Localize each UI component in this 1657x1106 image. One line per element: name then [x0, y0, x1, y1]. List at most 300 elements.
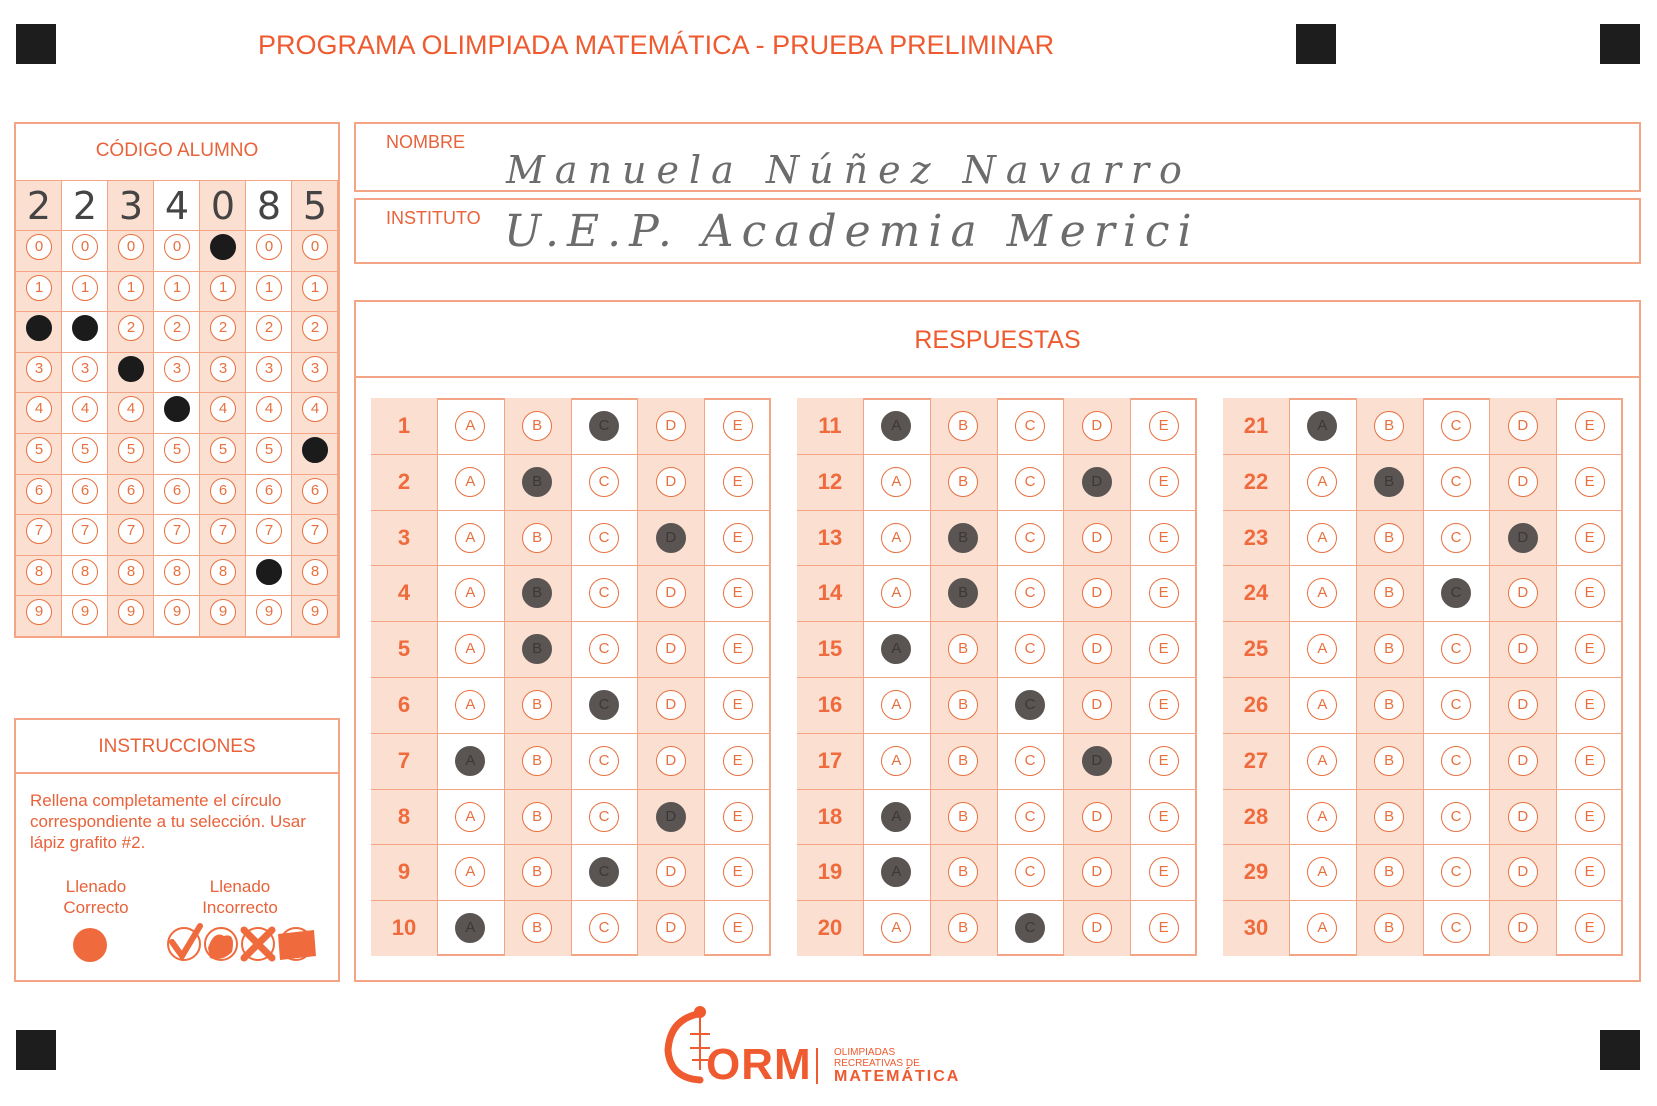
answer-bubble[interactable]: C	[1015, 634, 1045, 664]
answer-bubble[interactable]: D	[1082, 746, 1112, 776]
answer-bubble[interactable]: A	[455, 523, 485, 553]
answer-bubble[interactable]: C	[1441, 913, 1471, 943]
answer-bubble[interactable]: B	[948, 913, 978, 943]
answer-bubble[interactable]: B	[522, 411, 552, 441]
question-number: 17	[817, 747, 843, 773]
codigo-row-line	[16, 433, 338, 434]
codigo-bubble[interactable]: 9	[26, 599, 52, 625]
codigo-bubble[interactable]: 4	[26, 396, 52, 422]
codigo-bubble[interactable]: 1	[118, 275, 144, 301]
codigo-bubble[interactable]: 4	[210, 396, 236, 422]
codigo-bubble[interactable]: 3	[72, 356, 98, 382]
answer-bubble[interactable]: E	[1149, 913, 1179, 943]
codigo-bubble[interactable]: 3	[164, 356, 190, 382]
answer-bubble[interactable]: E	[723, 802, 753, 832]
answer-bubble[interactable]: B	[1374, 523, 1404, 553]
codigo-bubble[interactable]: 5	[118, 437, 144, 463]
codigo-alumno-header: CÓDIGO ALUMNO	[95, 140, 259, 161]
answer-bubble[interactable]: D	[1508, 467, 1538, 497]
answer-bubble[interactable]: E	[723, 411, 753, 441]
answer-bubble[interactable]: E	[1149, 690, 1179, 720]
page-title: PROGRAMA OLIMPIADA MATEMÁTICA - PRUEBA PRELIMINAR	[258, 30, 1055, 60]
codigo-digit: 2	[72, 184, 98, 228]
answer-row-line	[797, 510, 1197, 511]
codigo-bubble[interactable]: 4	[256, 396, 282, 422]
answer-bubble[interactable]: B	[1374, 802, 1404, 832]
question-number: 24	[1243, 580, 1269, 606]
answer-row-line	[1223, 621, 1623, 622]
answer-bubble[interactable]: B	[1374, 746, 1404, 776]
answer-bubble[interactable]: C	[589, 802, 619, 832]
question-number: 7	[397, 747, 411, 773]
codigo-bubble[interactable]: 0	[256, 234, 282, 260]
answer-bubble[interactable]: A	[1307, 802, 1337, 832]
codigo-digit: 4	[164, 184, 190, 228]
codigo-bubble[interactable]: 4	[164, 396, 190, 422]
answer-bubble[interactable]: D	[1508, 746, 1538, 776]
answer-bubble[interactable]: C	[1441, 634, 1471, 664]
instituto-label: INSTITUTO	[386, 208, 481, 228]
question-number: 10	[391, 915, 417, 941]
answer-bubble[interactable]: C	[1015, 467, 1045, 497]
answer-bubble[interactable]: B	[948, 690, 978, 720]
incorrect-fill-label: Llenado Incorrecto	[202, 877, 278, 917]
answer-bubble[interactable]: A	[455, 913, 485, 943]
answer-row-line	[797, 621, 1197, 622]
logo-acronym: ORM	[706, 1040, 812, 1089]
answer-bubble[interactable]: E	[1149, 411, 1179, 441]
answer-bubble[interactable]: D	[1082, 523, 1112, 553]
answer-bubble[interactable]: A	[455, 411, 485, 441]
answer-row-line	[371, 454, 771, 455]
codigo-bubble[interactable]: 8	[256, 559, 282, 585]
answer-bubble[interactable]: C	[589, 411, 619, 441]
answer-bubble[interactable]: A	[1307, 746, 1337, 776]
codigo-bubble[interactable]: 8	[118, 559, 144, 585]
codigo-bubble[interactable]: 9	[164, 599, 190, 625]
answer-bubble[interactable]: E	[723, 746, 753, 776]
answer-bubble[interactable]: A	[1307, 411, 1337, 441]
answer-bubble[interactable]: C	[589, 857, 619, 887]
answer-bubble[interactable]: C	[589, 467, 619, 497]
codigo-bubble[interactable]: 7	[164, 518, 190, 544]
answer-bubble[interactable]: B	[522, 467, 552, 497]
answer-row-line	[371, 733, 771, 734]
codigo-bubble[interactable]: 5	[302, 437, 328, 463]
codigo-bubble[interactable]: 0	[210, 234, 236, 260]
answer-bubble[interactable]: B	[1374, 634, 1404, 664]
answer-bubble[interactable]: D	[1082, 913, 1112, 943]
question-number: 4	[397, 580, 411, 606]
answer-bubble[interactable]: C	[1015, 913, 1045, 943]
answer-bubble[interactable]: A	[881, 523, 911, 553]
codigo-bubble[interactable]: 8	[164, 559, 190, 585]
instrucciones-header: INSTRUCCIONES	[98, 736, 256, 757]
codigo-bubble[interactable]: 5	[256, 437, 282, 463]
answer-row-line	[797, 565, 1197, 566]
instrucciones-text: Rellena completamente el círculo correspondiente a tu selección. Usar lápiz grafito #2.	[30, 791, 306, 852]
answer-bubble[interactable]: E	[1149, 578, 1179, 608]
answer-bubble[interactable]: E	[1575, 634, 1605, 664]
question-number: 20	[817, 915, 843, 941]
codigo-bubble[interactable]: 8	[302, 559, 328, 585]
codigo-bubble[interactable]: 3	[302, 356, 328, 382]
registration-mark-bottom-right	[1600, 1030, 1640, 1070]
answer-bubble[interactable]: B	[948, 802, 978, 832]
answer-bubble[interactable]: D	[1082, 634, 1112, 664]
answer-bubble[interactable]: C	[589, 578, 619, 608]
answer-bubble[interactable]: B	[522, 913, 552, 943]
answer-bubble[interactable]: B	[522, 802, 552, 832]
codigo-bubble[interactable]: 6	[164, 478, 190, 504]
answer-bubble[interactable]: D	[1508, 634, 1538, 664]
answer-row-line	[371, 677, 771, 678]
answer-bubble[interactable]: C	[1015, 523, 1045, 553]
logo-line2: RECREATIVAS DE	[834, 1058, 920, 1069]
answer-bubble[interactable]: A	[881, 802, 911, 832]
codigo-bubble[interactable]: 5	[26, 437, 52, 463]
codigo-row-line	[16, 595, 338, 596]
answer-bubble[interactable]: A	[1307, 634, 1337, 664]
answer-bubble[interactable]: E	[723, 913, 753, 943]
codigo-bubble[interactable]: 7	[302, 518, 328, 544]
answer-bubble[interactable]: C	[1015, 411, 1045, 441]
registration-mark-top-middle	[1296, 24, 1336, 64]
answer-bubble[interactable]: A	[881, 578, 911, 608]
logo-separator	[816, 1048, 818, 1084]
codigo-bubble[interactable]: 2	[26, 315, 52, 341]
codigo-bubble[interactable]: 4	[72, 396, 98, 422]
answer-bubble[interactable]: E	[723, 467, 753, 497]
answer-bubble[interactable]: D	[656, 467, 686, 497]
codigo-bubble[interactable]: 0	[302, 234, 328, 260]
answer-bubble[interactable]: A	[881, 913, 911, 943]
codigo-bubble[interactable]: 2	[210, 315, 236, 341]
codigo-bubble[interactable]: 6	[26, 478, 52, 504]
answer-bubble[interactable]: D	[1508, 411, 1538, 441]
answer-bubble[interactable]: B	[1374, 913, 1404, 943]
codigo-bubble[interactable]: 0	[164, 234, 190, 260]
codigo-bubble[interactable]: 1	[256, 275, 282, 301]
question-number: 22	[1243, 468, 1269, 494]
question-number: 12	[817, 468, 843, 494]
codigo-row-line	[16, 474, 338, 475]
answer-bubble[interactable]: A	[1307, 857, 1337, 887]
answer-bubble[interactable]: D	[1082, 411, 1112, 441]
answer-bubble[interactable]: E	[723, 634, 753, 664]
codigo-digit: 8	[256, 184, 282, 228]
answer-bubble[interactable]: C	[1441, 523, 1471, 553]
answer-bubble[interactable]: A	[455, 690, 485, 720]
answer-bubble[interactable]: A	[881, 467, 911, 497]
codigo-bubble[interactable]: 4	[302, 396, 328, 422]
question-number: 30	[1243, 915, 1269, 941]
codigo-bubble[interactable]: 9	[256, 599, 282, 625]
answer-bubble[interactable]: A	[881, 634, 911, 664]
answer-bubble[interactable]: A	[455, 802, 485, 832]
codigo-bubble[interactable]: 3	[210, 356, 236, 382]
answer-bubble[interactable]: C	[1441, 690, 1471, 720]
codigo-bubble[interactable]: 7	[72, 518, 98, 544]
answer-bubble[interactable]: C	[589, 690, 619, 720]
codigo-row-line	[16, 392, 338, 393]
answer-bubble[interactable]: A	[881, 746, 911, 776]
codigo-row-line	[16, 636, 338, 637]
codigo-bubble[interactable]: 1	[210, 275, 236, 301]
answer-bubble[interactable]: B	[522, 690, 552, 720]
answer-bubble[interactable]: E	[1149, 802, 1179, 832]
answer-bubble[interactable]: C	[1441, 467, 1471, 497]
codigo-row-line	[16, 230, 338, 231]
answer-bubble[interactable]: D	[1508, 578, 1538, 608]
codigo-bubble[interactable]: 6	[256, 478, 282, 504]
codigo-digit: 0	[210, 184, 236, 228]
respuestas-divider	[356, 376, 1639, 378]
answer-row-line	[371, 844, 771, 845]
question-number: 25	[1243, 636, 1269, 662]
answer-bubble[interactable]: D	[656, 857, 686, 887]
answer-row-line	[797, 900, 1197, 901]
answer-bubble[interactable]: E	[1149, 857, 1179, 887]
codigo-bubble[interactable]: 5	[164, 437, 190, 463]
answer-row-line	[797, 789, 1197, 790]
answer-bubble[interactable]: E	[1149, 523, 1179, 553]
question-number: 14	[817, 580, 843, 606]
answer-bubble[interactable]: C	[1441, 746, 1471, 776]
answer-bubble[interactable]: A	[455, 634, 485, 664]
codigo-bubble[interactable]: 1	[302, 275, 328, 301]
answer-bubble[interactable]: E	[1575, 802, 1605, 832]
answer-bubble[interactable]: B	[948, 523, 978, 553]
answer-bubble[interactable]: E	[1575, 578, 1605, 608]
codigo-bubble[interactable]: 9	[210, 599, 236, 625]
answer-bubble[interactable]: C	[1015, 578, 1045, 608]
codigo-row-line	[16, 352, 338, 353]
answer-bubble[interactable]: B	[948, 634, 978, 664]
answer-bubble[interactable]: A	[1307, 913, 1337, 943]
answer-row-line	[371, 565, 771, 566]
codigo-bubble[interactable]: 7	[256, 518, 282, 544]
codigo-bubble[interactable]: 2	[302, 315, 328, 341]
codigo-bubble[interactable]: 0	[72, 234, 98, 260]
codigo-bubble[interactable]: 1	[26, 275, 52, 301]
answer-bubble[interactable]: D	[656, 802, 686, 832]
question-number: 23	[1243, 524, 1269, 550]
answer-row-line	[797, 733, 1197, 734]
answer-bubble[interactable]: C	[589, 746, 619, 776]
answer-row-line	[1223, 789, 1623, 790]
codigo-bubble[interactable]: 0	[118, 234, 144, 260]
answer-bubble[interactable]: B	[1374, 857, 1404, 887]
answer-bubble[interactable]: C	[1441, 411, 1471, 441]
codigo-bubble[interactable]: 0	[26, 234, 52, 260]
instituto-value: U.E.P. Academia Merici	[504, 206, 1200, 257]
logo-line3: MATEMÁTICA	[834, 1068, 961, 1085]
codigo-bubble[interactable]: 8	[210, 559, 236, 585]
answer-row-line	[371, 789, 771, 790]
answer-bubble[interactable]: A	[881, 690, 911, 720]
answer-bubble[interactable]: D	[656, 411, 686, 441]
codigo-bubble[interactable]: 2	[72, 315, 98, 341]
answer-bubble[interactable]: E	[1575, 523, 1605, 553]
answer-bubble[interactable]: E	[723, 578, 753, 608]
codigo-bubble[interactable]: 2	[256, 315, 282, 341]
answer-bubble[interactable]: D	[1082, 802, 1112, 832]
codigo-row-line	[16, 180, 338, 181]
question-number: 9	[397, 859, 411, 885]
answer-row-line	[797, 677, 1197, 678]
answer-bubble[interactable]: E	[723, 857, 753, 887]
answer-bubble[interactable]: C	[589, 913, 619, 943]
answer-bubble[interactable]: C	[1015, 690, 1045, 720]
codigo-bubble[interactable]: 7	[118, 518, 144, 544]
codigo-digit: 5	[302, 184, 328, 228]
answer-bubble[interactable]: C	[1441, 578, 1471, 608]
answer-bubble[interactable]: E	[1149, 634, 1179, 664]
answer-row-line	[1223, 510, 1623, 511]
registration-mark-bottom-left	[16, 1030, 56, 1070]
answer-bubble[interactable]: E	[1149, 746, 1179, 776]
codigo-bubble[interactable]: 5	[210, 437, 236, 463]
codigo-bubble[interactable]: 6	[210, 478, 236, 504]
codigo-bubble[interactable]: 6	[302, 478, 328, 504]
answer-row-line	[1223, 677, 1623, 678]
question-number: 2	[397, 468, 411, 494]
answer-bubble[interactable]: C	[589, 634, 619, 664]
codigo-bubble[interactable]: 8	[72, 559, 98, 585]
codigo-bubble[interactable]: 2	[118, 315, 144, 341]
answer-bubble[interactable]: E	[1575, 857, 1605, 887]
registration-mark-top-right	[1600, 24, 1640, 64]
answer-bubble[interactable]: C	[1015, 802, 1045, 832]
answer-bubble[interactable]: C	[1441, 857, 1471, 887]
respuestas-header: RESPUESTAS	[914, 326, 1081, 354]
answer-bubble[interactable]: D	[656, 523, 686, 553]
answer-bubble[interactable]: D	[1508, 857, 1538, 887]
answer-bubble[interactable]: D	[1508, 690, 1538, 720]
codigo-bubble[interactable]: 2	[164, 315, 190, 341]
codigo-bubble[interactable]: 9	[302, 599, 328, 625]
answer-bubble[interactable]: E	[1149, 467, 1179, 497]
answer-bubble[interactable]: E	[1575, 411, 1605, 441]
answer-bubble[interactable]: B	[948, 411, 978, 441]
codigo-row-line	[16, 271, 338, 272]
answer-bubble[interactable]: D	[656, 634, 686, 664]
codigo-bubble[interactable]: 3	[118, 356, 144, 382]
answer-bubble[interactable]: D	[1082, 857, 1112, 887]
answer-bubble[interactable]: C	[1015, 857, 1045, 887]
question-number: 5	[397, 636, 411, 662]
codigo-digit: 3	[118, 184, 144, 228]
logo-line1: OLIMPIADAS	[834, 1047, 896, 1058]
question-number: 8	[397, 803, 411, 829]
answer-bubble[interactable]: B	[948, 578, 978, 608]
codigo-bubble[interactable]: 7	[210, 518, 236, 544]
answer-bubble[interactable]: A	[455, 578, 485, 608]
answer-bubble[interactable]: B	[948, 746, 978, 776]
answer-bubble[interactable]: B	[522, 523, 552, 553]
answer-bubble[interactable]: A	[1307, 690, 1337, 720]
answer-bubble[interactable]: A	[881, 857, 911, 887]
answer-bubble[interactable]: D	[656, 578, 686, 608]
question-number: 29	[1243, 859, 1269, 885]
answer-bubble[interactable]: A	[455, 857, 485, 887]
codigo-bubble[interactable]: 8	[26, 559, 52, 585]
instituto-box	[354, 198, 1641, 264]
codigo-bubble[interactable]: 9	[72, 599, 98, 625]
answer-bubble[interactable]: C	[1441, 802, 1471, 832]
codigo-bubble[interactable]: 7	[26, 518, 52, 544]
answer-bubble[interactable]: D	[1508, 523, 1538, 553]
answer-bubble[interactable]: E	[1575, 913, 1605, 943]
answer-bubble[interactable]: B	[522, 634, 552, 664]
answer-bubble[interactable]: B	[1374, 690, 1404, 720]
codigo-bubble[interactable]: 5	[72, 437, 98, 463]
answer-bubble[interactable]: D	[656, 913, 686, 943]
answer-bubble[interactable]: B	[948, 467, 978, 497]
codigo-bubble[interactable]: 9	[118, 599, 144, 625]
correct-fill-example-icon	[73, 928, 107, 962]
answer-bubble[interactable]: B	[1374, 578, 1404, 608]
codigo-bubble[interactable]: 1	[164, 275, 190, 301]
codigo-row-line	[16, 514, 338, 515]
answer-bubble[interactable]: E	[723, 523, 753, 553]
codigo-bubble[interactable]: 4	[118, 396, 144, 422]
answer-bubble[interactable]: B	[1374, 467, 1404, 497]
question-number: 13	[817, 524, 843, 550]
answer-bubble[interactable]: D	[1082, 467, 1112, 497]
answer-bubble[interactable]: B	[948, 857, 978, 887]
answer-bubble[interactable]: B	[522, 857, 552, 887]
answer-bubble[interactable]: B	[1374, 411, 1404, 441]
answer-row-line	[371, 510, 771, 511]
answer-row-line	[1223, 900, 1623, 901]
answer-bubble[interactable]: D	[1508, 913, 1538, 943]
answer-bubble[interactable]: D	[656, 690, 686, 720]
answer-bubble[interactable]: E	[1575, 467, 1605, 497]
answer-bubble[interactable]: A	[455, 467, 485, 497]
question-number: 21	[1243, 413, 1269, 438]
answer-bubble[interactable]: E	[723, 690, 753, 720]
answer-bubble[interactable]: B	[522, 746, 552, 776]
answer-bubble[interactable]: D	[1082, 690, 1112, 720]
answer-bubble[interactable]: E	[1575, 746, 1605, 776]
answer-bubble[interactable]: A	[881, 411, 911, 441]
answer-bubble[interactable]: D	[1508, 802, 1538, 832]
answer-bubble[interactable]: C	[589, 523, 619, 553]
answer-bubble[interactable]: B	[522, 578, 552, 608]
answer-bubble[interactable]: A	[455, 746, 485, 776]
answer-row-line	[1223, 844, 1623, 845]
answer-row-line	[371, 900, 771, 901]
registration-mark-top-left	[16, 24, 56, 64]
codigo-bubble[interactable]: 6	[72, 478, 98, 504]
answer-bubble[interactable]: D	[656, 746, 686, 776]
answer-bubble[interactable]: E	[1575, 690, 1605, 720]
codigo-bubble[interactable]: 1	[72, 275, 98, 301]
answer-bubble[interactable]: A	[1307, 467, 1337, 497]
answer-row-line	[1223, 733, 1623, 734]
codigo-bubble[interactable]: 6	[118, 478, 144, 504]
codigo-bubble[interactable]: 3	[256, 356, 282, 382]
question-number: 15	[817, 636, 843, 662]
codigo-bubble[interactable]: 3	[26, 356, 52, 382]
answer-bubble[interactable]: A	[1307, 523, 1337, 553]
answer-bubble[interactable]: A	[1307, 578, 1337, 608]
nombre-label: NOMBRE	[386, 132, 466, 152]
answer-bubble[interactable]: C	[1015, 746, 1045, 776]
answer-bubble[interactable]: D	[1082, 578, 1112, 608]
